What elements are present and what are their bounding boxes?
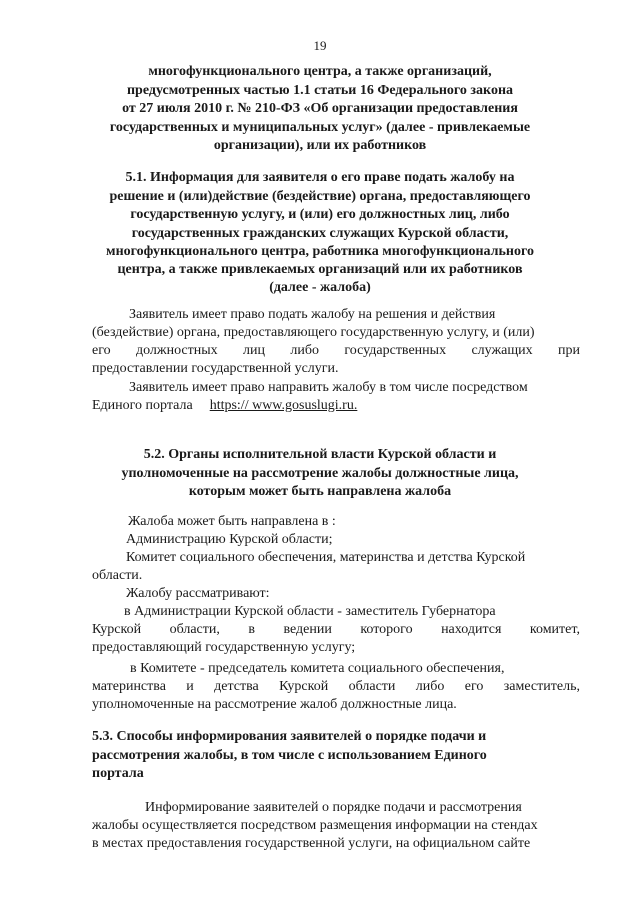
justified-line: [92, 343, 580, 359]
heading-line: которым может быть направлена жалоба: [188, 484, 452, 499]
paragraph-line: предоставляющий государственную услугу;: [92, 640, 356, 655]
word: и: [186, 679, 194, 694]
portal-label: Единого портала: [92, 398, 193, 413]
paragraph-line: в местах предоставления государственной услуги, на официальном сайте: [92, 836, 531, 851]
word: детства: [214, 679, 259, 694]
word: которого: [360, 622, 413, 637]
heading-line: государственную услугу, и (или) его должностных лиц, либо: [130, 207, 510, 222]
paragraph-line: Жалоба может быть направлена в :: [128, 514, 336, 529]
word: либо: [415, 679, 445, 694]
heading-line: решение и (или)действие (бездействие) органа, предоставляющего: [109, 189, 531, 204]
paragraph-line: Информирование заявителей о порядке подачи и рассмотрения: [145, 800, 522, 815]
paragraph-line: Заявитель имеет право направить жалобу в том числе посредством: [129, 380, 528, 395]
heading-line: портала: [92, 766, 144, 781]
word: материнства: [92, 679, 166, 694]
paragraph-line: (бездействие) органа, предоставляющего государственную услугу, и (или): [92, 325, 535, 340]
intro-line: организации), или их работников: [213, 138, 427, 153]
word: либо: [290, 343, 319, 358]
justified-line: [92, 679, 580, 695]
paragraph-line: [92, 398, 357, 414]
word: ведении: [283, 622, 332, 637]
intro-line: многофункционального центра, а также организаций,: [148, 64, 492, 79]
paragraph-line: жалобы осуществляется посредством размещения информации на стендах: [92, 818, 538, 833]
paragraph-line: Комитет социального обеспечения, материнства и детства Курской: [126, 550, 526, 565]
paragraph-line: Жалобу рассматривают:: [126, 586, 270, 601]
page-number: 19: [313, 38, 327, 53]
paragraph-line: предоставлении государственной услуги.: [92, 361, 339, 376]
intro-line: предусмотренных частью 1.1 статьи 16 Федерального закона: [126, 83, 514, 98]
word: его: [92, 343, 111, 358]
heading-line: рассмотрения жалобы, в том числе с использованием Единого: [92, 748, 487, 763]
paragraph-line: в Комитете - председатель комитета социального обеспечения,: [130, 661, 505, 676]
word: заместитель,: [503, 679, 580, 694]
paragraph-line: уполномоченные на рассмотрение жалоб должностные лица.: [92, 697, 457, 712]
paragraph-line: Заявитель имеет право подать жалобу на решения и действия: [129, 307, 496, 322]
paragraph-line: области.: [92, 568, 143, 583]
heading-line: уполномоченные на рассмотрение жалобы должностные лица,: [121, 466, 519, 481]
word: должностных: [135, 343, 218, 358]
heading-line: (далее - жалоба): [269, 280, 371, 295]
heading-line: многофункционального центра, работника многофункционального: [106, 244, 534, 259]
intro-line: государственных и муниципальных услуг» (далее - привлекаемые: [109, 120, 531, 135]
paragraph-line: в Администрации Курской области - заместитель Губернатора: [124, 604, 496, 619]
word: находится: [441, 622, 502, 637]
gosuslugi-link[interactable]: https:// www.gosuslugi.ru.: [209, 398, 358, 413]
word: области: [348, 679, 396, 694]
heading-line: 5.2. Органы исполнительной власти Курской области и: [143, 447, 497, 462]
word: государственных: [344, 343, 447, 358]
justified-line: [92, 622, 580, 638]
word: Курской: [279, 679, 329, 694]
word: его: [464, 679, 484, 694]
heading-line: центра, а также привлекаемых организаций или их работников: [117, 262, 523, 277]
heading-line: 5.3. Способы информирования заявителей о порядке подачи и: [92, 729, 487, 744]
word: служащих: [471, 343, 533, 358]
word: области,: [169, 622, 220, 637]
paragraph-line: Администрацию Курской области;: [126, 532, 333, 547]
word: лиц: [243, 343, 266, 358]
intro-line: от 27 июля 2010 г. № 210-ФЗ «Об организации предоставления: [122, 101, 518, 116]
word: при: [558, 343, 580, 358]
word: в: [248, 622, 255, 637]
heading-line: 5.1. Информация для заявителя о его праве подать жалобу на: [125, 170, 515, 185]
heading-line: государственных гражданских служащих Курской области,: [131, 226, 509, 241]
word: Курской: [92, 622, 142, 637]
word: комитет,: [529, 622, 580, 637]
